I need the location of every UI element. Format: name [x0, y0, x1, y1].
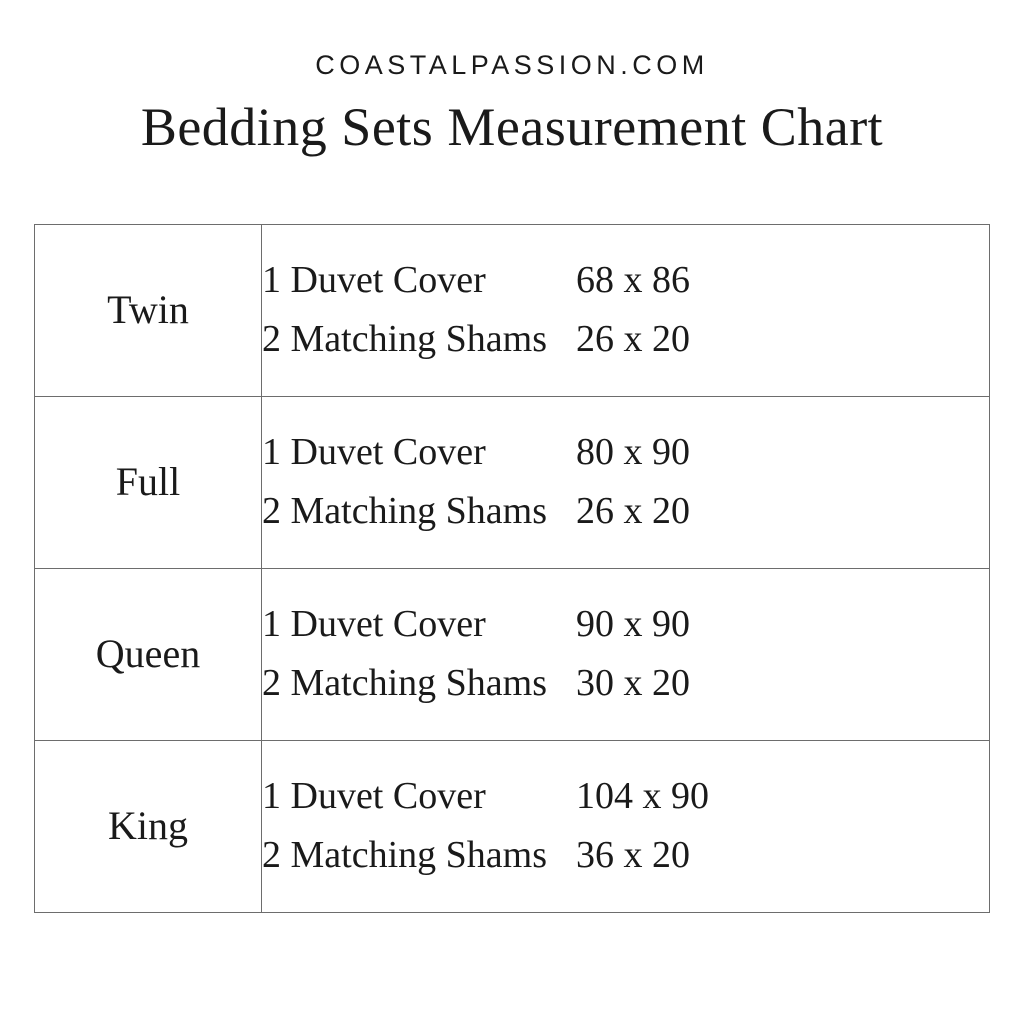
- item-dimensions: 104 x 90: [576, 775, 709, 818]
- item-dimensions: 26 x 20: [576, 318, 690, 361]
- item-name: 1 Duvet Cover: [262, 603, 486, 646]
- list-item: [262, 826, 989, 885]
- list-item: [262, 310, 989, 369]
- page-title: Bedding Sets Measurement Chart: [140, 97, 884, 157]
- item-dimensions: 30 x 20: [576, 662, 690, 705]
- chart-container: [34, 224, 990, 913]
- list-item: [262, 767, 989, 826]
- table-row: [35, 740, 990, 912]
- item-name: 1 Duvet Cover: [262, 259, 486, 302]
- item-dimensions: 26 x 20: [576, 490, 690, 533]
- row-details: [262, 396, 990, 568]
- row-details: [262, 224, 990, 396]
- item-name: 1 Duvet Cover: [262, 431, 486, 474]
- size-label: Queen: [35, 568, 262, 740]
- list-item: [262, 595, 989, 654]
- item-name: 2 Matching Shams: [262, 318, 547, 361]
- table-row: [35, 396, 990, 568]
- row-details: [262, 568, 990, 740]
- size-label: Full: [35, 396, 262, 568]
- item-dimensions: 90 x 90: [576, 603, 690, 646]
- item-name: 2 Matching Shams: [262, 834, 547, 877]
- item-dimensions: 68 x 86: [576, 259, 690, 302]
- size-label: Twin: [35, 224, 262, 396]
- row-details: [262, 740, 990, 912]
- brand-name: COASTALPASSION.COM: [315, 50, 709, 80]
- item-name: 2 Matching Shams: [262, 490, 547, 533]
- table-row: [35, 224, 990, 396]
- item-dimensions: 36 x 20: [576, 834, 690, 877]
- table-row: [35, 568, 990, 740]
- list-item: [262, 251, 989, 310]
- list-item: [262, 482, 989, 541]
- size-label: King: [35, 740, 262, 912]
- item-dimensions: 80 x 90: [576, 431, 690, 474]
- list-item: [262, 423, 989, 482]
- item-name: 1 Duvet Cover: [262, 775, 486, 818]
- item-name: 2 Matching Shams: [262, 662, 547, 705]
- list-item: [262, 654, 989, 713]
- measurement-table: [34, 224, 990, 913]
